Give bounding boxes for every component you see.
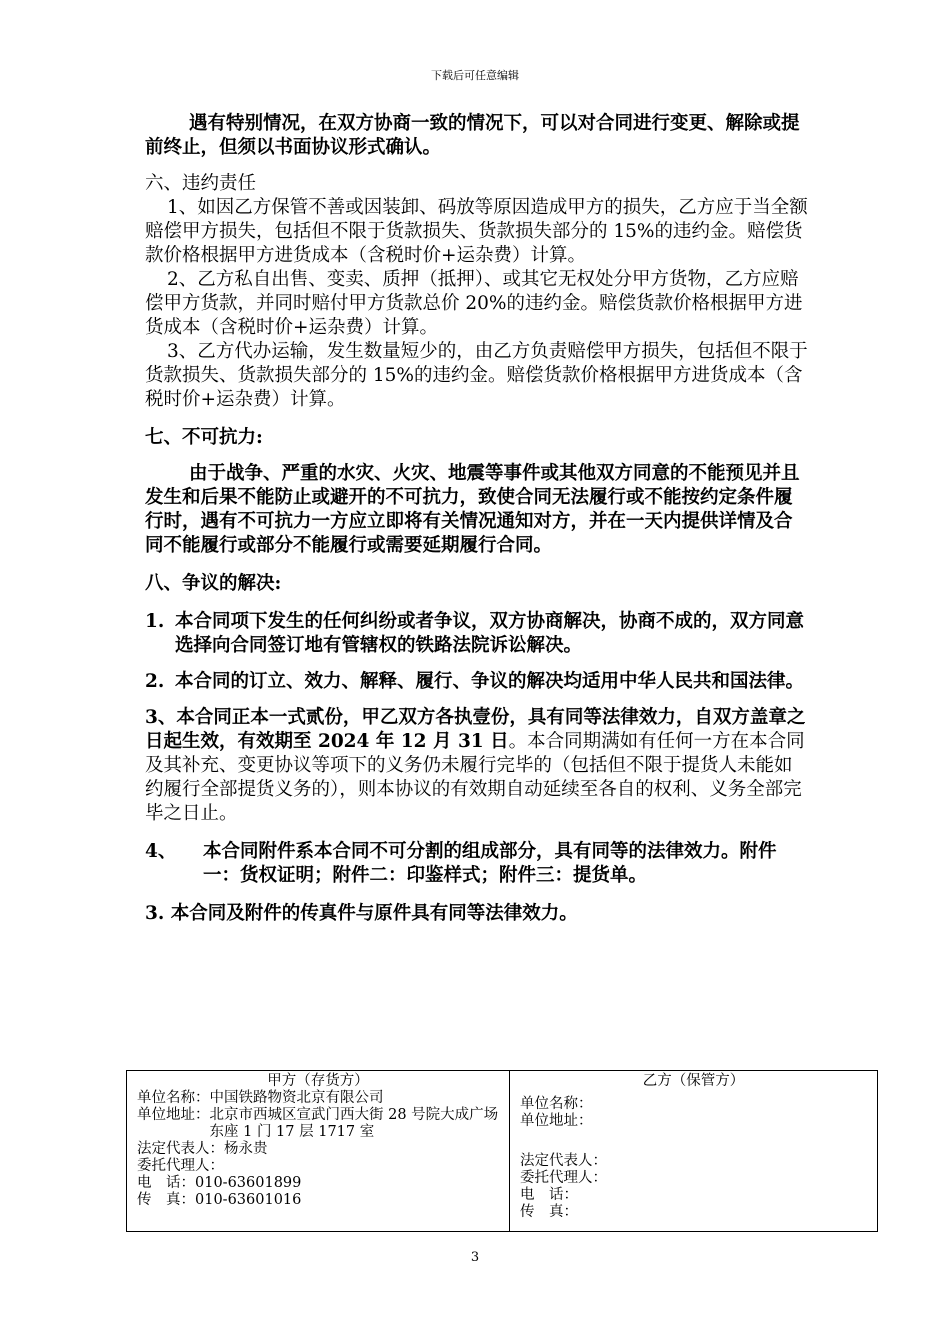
paragraph-change-termination: 遇有特别情况，在双方协商一致的情况下，可以对合同进行变更、解除或提前终止，但须以书面协议形式确认。 bbox=[145, 113, 800, 158]
party-b-fax-label: 传 真： bbox=[520, 1204, 578, 1220]
page-number: 3 bbox=[470, 1250, 480, 1265]
section-8-item-3 bbox=[145, 706, 810, 826]
party-a-agent-row bbox=[137, 1158, 499, 1175]
section-8-title: 八、争议的解决: bbox=[145, 573, 282, 594]
document-body bbox=[145, 112, 810, 926]
party-a-address: 北京市西城区宣武门西大街 28 号院大成广场东座 1 门 17 层 1717 室 bbox=[209, 1107, 499, 1140]
party-b-tel-label: 电 话： bbox=[520, 1187, 578, 1203]
section-7-title: 七、不可抗力: bbox=[145, 427, 263, 448]
party-a-column bbox=[127, 1071, 510, 1231]
party-b-title: 乙方（保管方） bbox=[642, 1073, 745, 1089]
item-number: 1. bbox=[145, 611, 165, 632]
page-header: 下载后可任意编辑 bbox=[431, 69, 519, 82]
section-6-clause-1: 1、如因乙方保管不善或因装卸、码放等原因造成甲方的损失，乙方应于当全额赔偿甲方损失，包括但不限于货款损失、货款损失部分的 15%的违约金。赔偿货款价格根据甲方进货成本（含税时价+运杂费）计算。 bbox=[145, 197, 808, 266]
party-b-rep-label: 法定代表人： bbox=[520, 1153, 607, 1169]
label: 传 真： bbox=[137, 1192, 195, 1208]
party-b-name-label: 单位名称： bbox=[520, 1096, 593, 1112]
section-6-clause-2: 2、乙方私自出售、变卖、质押（抵押）、或其它无权处分甲方货物，乙方应赔偿甲方货款，并同时赔付甲方货款总价 20%的违约金。赔偿货款价格根据甲方进货成本（含税时价+运杂费）计算。 bbox=[145, 269, 803, 338]
party-a-tel: 010-63601899 bbox=[195, 1175, 302, 1191]
party-a-rep-row bbox=[137, 1141, 499, 1158]
section-6-title: 六、违约责任 bbox=[145, 173, 257, 194]
section-7-body: 由于战争、严重的水灾、火灾、地震等事件或其他双方同意的不能预见并且发生和后果不能防止或避开的不可抗力，致使合同无法履行或不能按约定条件履行时，遇有不可抗力一方应立即将有关情况通知对方，并在一天内提供详情及合同不能履行或部分不能履行或需要延期履行合同。 bbox=[145, 463, 800, 556]
label: 电 话： bbox=[137, 1175, 195, 1191]
party-b-agent-label: 委托代理人： bbox=[520, 1170, 607, 1186]
party-a-rep: 杨永贵 bbox=[224, 1141, 268, 1157]
party-b-address-label: 单位地址： bbox=[520, 1113, 593, 1129]
item-3-rest-text: 。本合同期满如有任何一方在本合同及其补充、变更协议等项下的义务仍未履行完毕的（包括但不限于提货人未能如约履行全部提货义务的），则本协议的有效期自动延续至各自的权利、义务全部完毕之日止。 bbox=[145, 731, 805, 824]
party-a-title: 甲方（存货方） bbox=[267, 1073, 369, 1089]
item-text: 本合同附件系本合同不可分割的组成部分，具有同等的法律效力。附件一：货权证明；附件二：印鉴样式；附件三：提货单。 bbox=[203, 841, 777, 886]
section-8-item-5: 3. 本合同及附件的传真件与原件具有同等法律效力。 bbox=[145, 903, 578, 924]
item-text: 本合同项下发生的任何纠纷或者争议，双方协商解决，协商不成的，双方同意选择向合同签订地有管辖权的铁路法院诉讼解决。 bbox=[175, 611, 805, 656]
section-8-item-2 bbox=[145, 670, 810, 694]
party-a-tel-row bbox=[137, 1175, 499, 1192]
item-number: 2. bbox=[145, 671, 165, 692]
party-a-name-row bbox=[137, 1090, 499, 1107]
section-8-item-1 bbox=[145, 610, 810, 658]
item-3-bold-text: 3、本合同正本一式贰份，甲乙双方各执壹份，具有同等法律效力，自双方盖章之日起生效，有效期至 2024 年 12 月 31 日 bbox=[145, 707, 806, 752]
party-b-column bbox=[510, 1071, 877, 1231]
signature-table bbox=[126, 1070, 878, 1232]
section-6-clause-3: 3、乙方代办运输，发生数量短少的，由乙方负责赔偿甲方损失，包括但不限于货款损失、货款损失部分的 15%的违约金。赔偿货款价格根据甲方进货成本（含税时价+运杂费）计算。 bbox=[145, 341, 808, 410]
label: 法定代表人： bbox=[137, 1141, 224, 1157]
label: 单位名称： bbox=[137, 1090, 210, 1106]
party-a-address-row bbox=[137, 1107, 499, 1141]
item-number: 4、 bbox=[145, 841, 177, 862]
party-a-name: 中国铁路物资北京有限公司 bbox=[209, 1090, 384, 1106]
party-a-fax-row bbox=[137, 1192, 499, 1209]
party-a-fax: 010-63601016 bbox=[195, 1192, 302, 1208]
item-text: 本合同的订立、效力、解释、履行、争议的解决均适用中华人民共和国法律。 bbox=[175, 671, 805, 692]
label: 单位地址： bbox=[137, 1107, 210, 1123]
label: 委托代理人： bbox=[137, 1158, 224, 1174]
section-8-item-4 bbox=[145, 840, 810, 888]
